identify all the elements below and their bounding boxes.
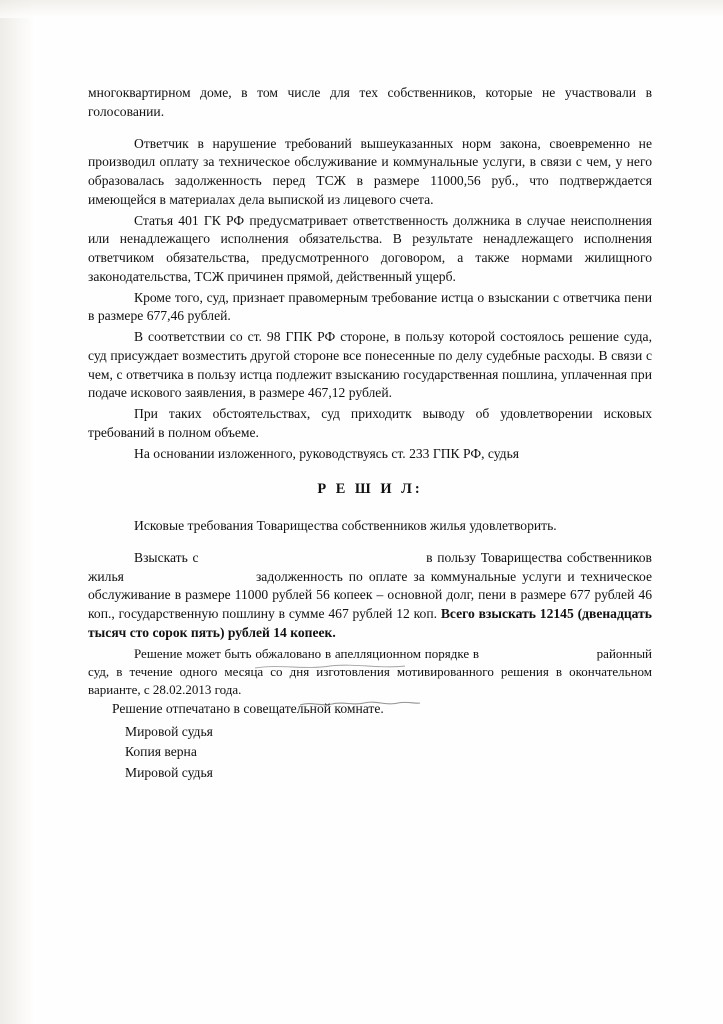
recovery-total-amount: Всего взыскать 12145 (двенадцать тысяч сто сорок пять) рублей 14 копеек.	[88, 606, 652, 640]
ruling-heading: Р Е Ш И Л:	[317, 481, 423, 498]
handwritten-pen-mark-icon	[300, 700, 420, 708]
signature-line-1: Мировой судья	[125, 724, 213, 739]
appeal-text-2: районный суд,	[88, 645, 653, 679]
paragraph-article-401: Статья 401 ГК РФ предусматривает ответственность должника в случае неисполнения или ненадлежащего исполнения обязательства. В результате ненадлежащего исполнения ответчиком обязательства, предусмотренного договором, а также нормами жилищного законодательства, ТСЖ причинен прямой, действенный ущерб.	[88, 212, 652, 284]
paragraph-continued: многоквартирном доме, в том числе для тех собственников, которые не участвовали в голосовании.	[88, 85, 652, 119]
paragraph-penalty: Кроме того, суд, признает правомерным требование истца о взыскании с ответчика пени в размере 677,46 рублей.	[88, 289, 652, 324]
recovery-to-label: в пользу Товарищества собственников жилья	[88, 549, 652, 584]
paragraph-claims-satisfied: Исковые требования Товарищества собственников жилья удовлетворить.	[134, 518, 557, 534]
paragraph-conclusion: При таких обстоятельствах, суд приходитк выводу об удовлетворении исковых требований в полном объеме.	[88, 406, 652, 440]
paragraph-printed-in-chamber: Решение отпечатано в совещательной комнате.	[112, 701, 384, 717]
scan-top-shadow	[0, 0, 723, 18]
scan-left-shadow	[0, 0, 36, 1024]
signature-block	[125, 722, 213, 783]
paragraph-recovery-line1	[88, 549, 652, 643]
appeal-text-3: в течение одного месяца со дня изготовления мотивированного решения в окончательном варианте, с 28.02.2013 года.	[88, 663, 652, 697]
paragraph-defendant-violation: Ответчик в нарушение требований вышеуказанных норм закона, своевременно не производил оплату за техническое обслуживание и коммунальные услуги, в связи с чем, у него образовалась задолженность перед ТСЖ в размере 11000,56 руб., что подтверждается имеющейся в материалах дела выпиской из лицевого счета.	[88, 135, 652, 207]
paragraph-article-98: В соответствии со ст. 98 ГПК РФ стороне, в пользу которой состоялось решение суда, суд присуждает возместить другой стороне все понесенные по делу судебные расходы. В связи с чем, с ответчика в пользу истца подлежит взысканию государственная пошлина, уплаченная при подаче искового заявления, в размере 467,12 рублей.	[88, 329, 652, 401]
handwritten-underline-icon	[255, 662, 405, 672]
signature-line-2: Копия верна	[125, 744, 197, 760]
recovery-from-label: Взыскать с	[134, 549, 199, 565]
signature-line-3: Мировой судья	[125, 764, 213, 780]
appeal-text-1: Решение может быть обжаловано в апелляционном порядке в	[134, 645, 480, 661]
paragraph-legal-basis: На основании изложенного, руководствуясь ст. 233 ГПК РФ, судья	[134, 445, 520, 461]
recovery-details: задолженность по оплате за коммунальные услуги и техническое обслуживание в размере 11000 рублей 56 копеек – основной долг, пени в размере 677 рублей 46 коп., государственную пошлину в сумме 467 рублей 12 коп.	[88, 568, 652, 622]
document-text-body	[88, 84, 652, 719]
